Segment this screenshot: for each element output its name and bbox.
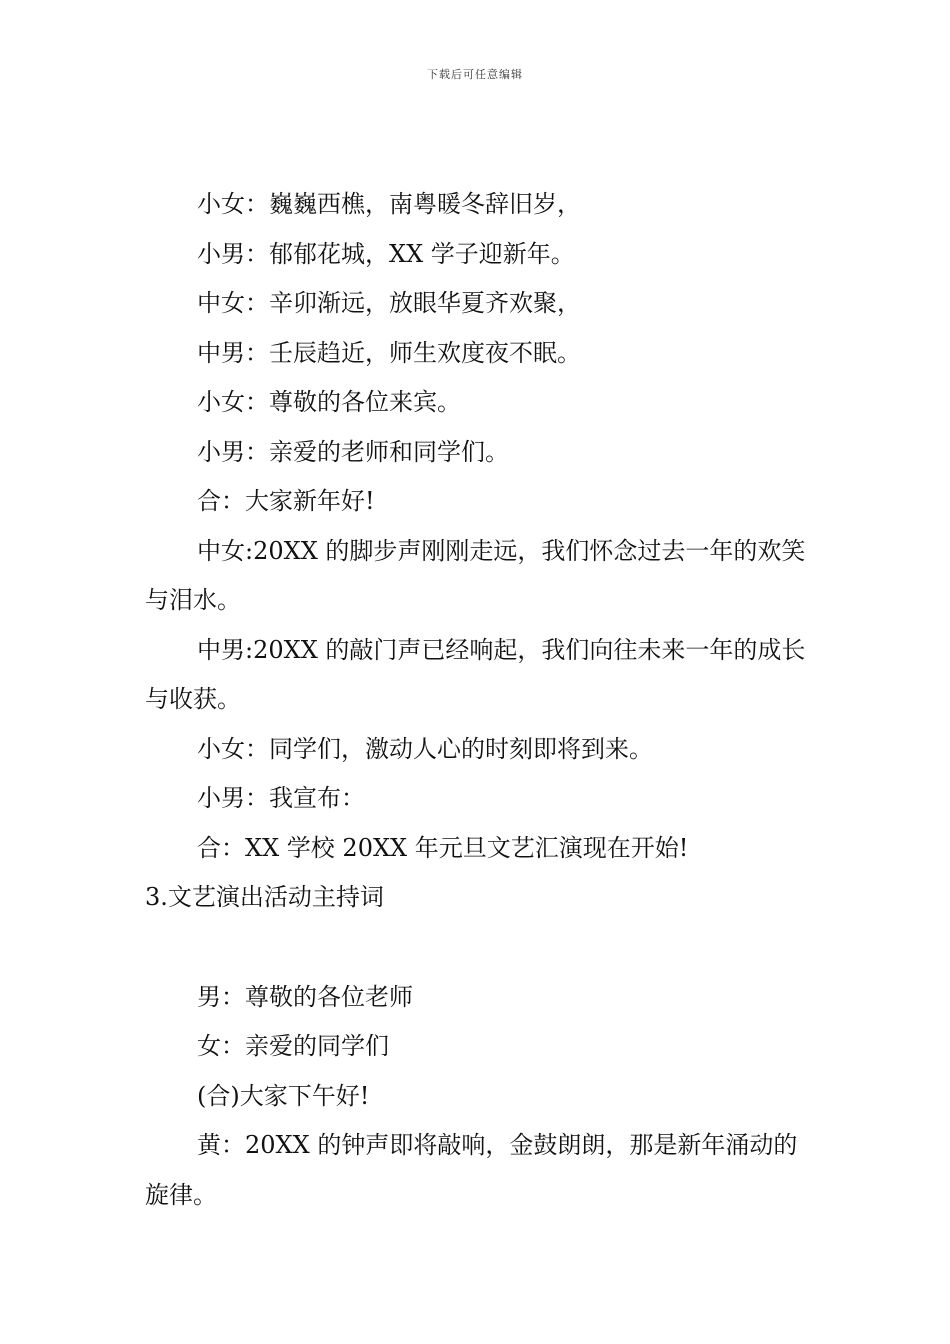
paragraph: 中男:20XX 的敲门声已经响起，我们向往未来一年的成长与收获。 <box>145 635 806 713</box>
paragraph: 小男：我宣布： <box>197 784 365 812</box>
page-header-note: 下载后可任意编辑 <box>427 68 523 81</box>
paragraph: 女：亲爱的同学们 <box>197 1032 389 1060</box>
paragraph: 中男：壬辰趋近，师生欢度夜不眠。 <box>197 338 581 367</box>
paragraph: 小女：同学们，激动人心的时刻即将到来。 <box>197 734 653 763</box>
paragraph: 小男：亲爱的老师和同学们。 <box>197 437 509 466</box>
paragraph: 小女：巍巍西樵，南粤暖冬辞旧岁， <box>197 190 581 218</box>
paragraph: 男：尊敬的各位老师 <box>197 982 413 1011</box>
paragraph: 小男：郁郁花城，XX 学子迎新年。 <box>197 239 575 268</box>
paragraph: 合：XX 学校 20XX 年元旦文艺汇演现在开始! <box>197 833 689 862</box>
paragraph: 中女:20XX 的脚步声刚刚走远，我们怀念过去一年的欢笑与泪水。 <box>145 536 806 614</box>
paragraph: 合：大家新年好! <box>197 487 375 515</box>
document-body <box>145 180 810 1220</box>
paragraph: (合)大家下午好! <box>197 1081 370 1110</box>
paragraph: 黄：20XX 的钟声即将敲响，金鼓朗朗，那是新年涌动的旋律。 <box>145 1131 798 1209</box>
paragraph: 小女：尊敬的各位来宾。 <box>197 388 461 416</box>
section-title: 3.文艺演出活动主持词 <box>145 883 384 911</box>
section-spacer <box>145 923 810 973</box>
paragraph: 中女：辛卯渐远，放眼华夏齐欢聚， <box>197 289 581 317</box>
